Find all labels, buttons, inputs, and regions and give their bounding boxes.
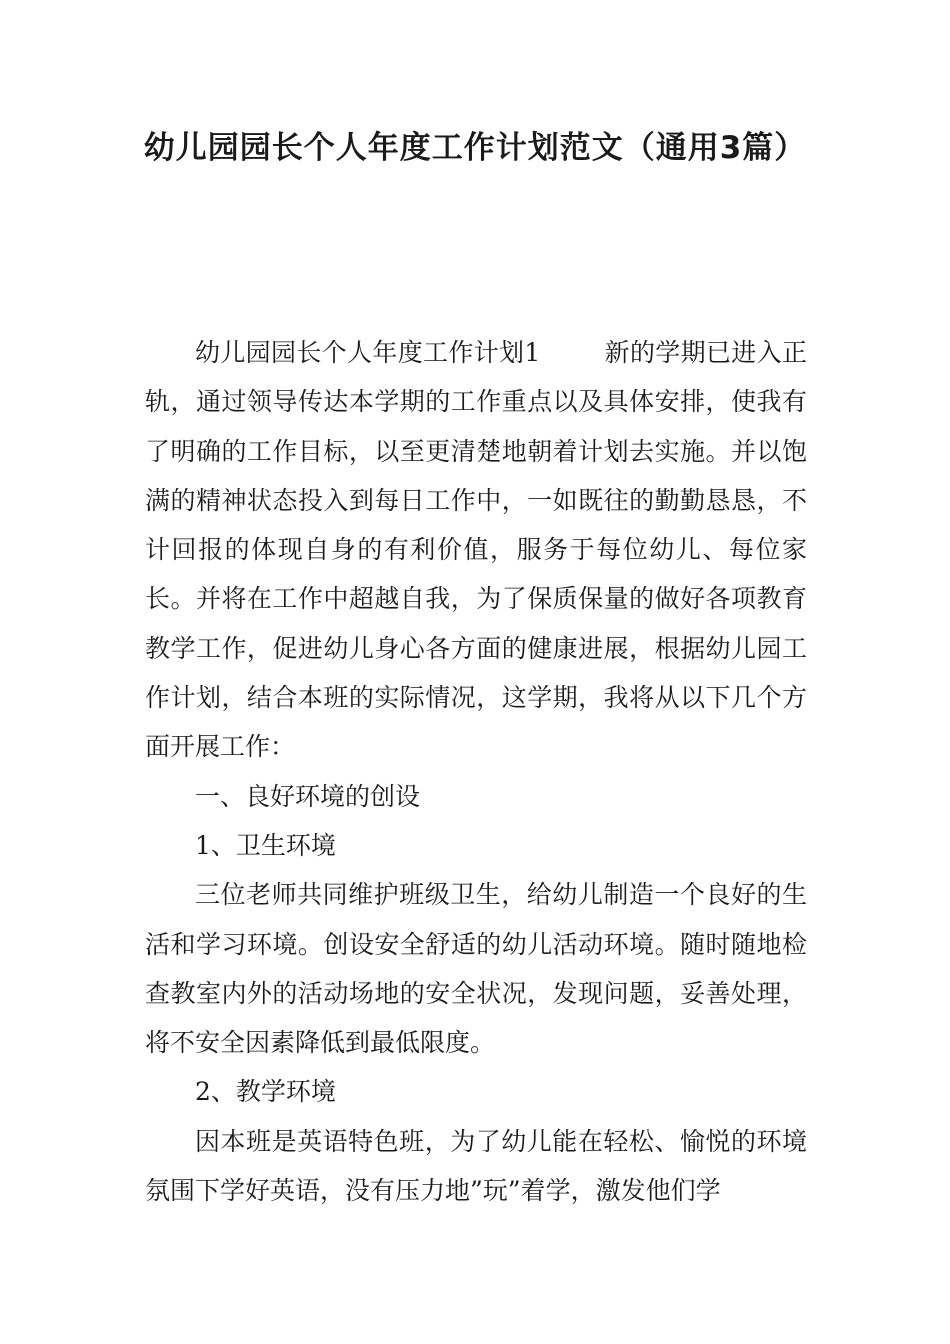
intro-paragraph [145, 328, 807, 772]
subheading-environment: 一、良好环境的创设 [195, 781, 421, 811]
subheading-hygiene: 1、卫生环境 [195, 830, 336, 860]
document-title: 幼儿园园长个人年度工作计划范文（通用3篇） [143, 130, 807, 166]
paragraph-teaching: 因本班是英语特色班，为了幼儿能在轻松、愉悦的环境氛围下学好英语，没有压力地”玩”着学，激发他们学 [145, 1126, 807, 1206]
section-heading: 幼儿园园长个人年度工作计划1 [195, 338, 541, 367]
paragraph-text: 新的学期已进入正轨，通过领导传达本学期的工作重点以及具体安排，使我有了明确的工作目标，以至更清楚地朝着计划去实施。并以饱满的精神状态投入到每日工作中，一如既往的勤勤恳恳，不计回报的体现自身的有利价值，服务于每位幼儿、每位家长。并将在工作中超越自我，为了保质保量的做好各项教育教学工作，促进幼儿身心各方面的健康进展，根据幼儿园工作计划，结合本班的实际情况，这学期，我将从以下几个方面开展工作： [145, 338, 807, 762]
paragraph-hygiene: 三位老师共同维护班级卫生，给幼儿制造一个良好的生活和学习环境。创设安全舒适的幼儿活动环境。随时随地检查教室内外的活动场地的安全状况，发现问题，妥善处理，将不安全因素降低到最低限度。 [145, 880, 807, 1058]
document-body [145, 328, 807, 1215]
subheading-teaching: 2、教学环境 [195, 1077, 336, 1107]
